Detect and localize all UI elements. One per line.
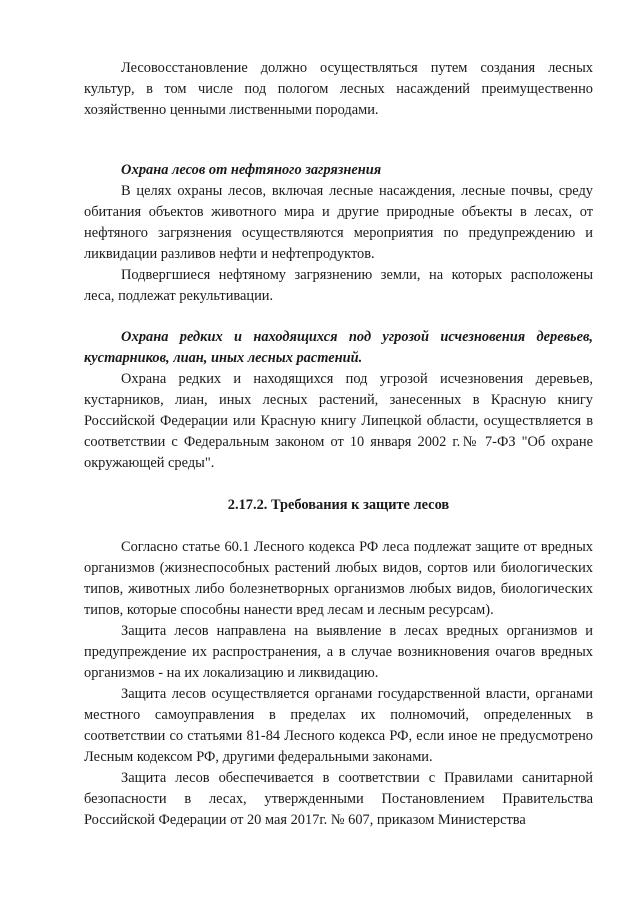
section-title: 2.17.2. Требования к защите лесов bbox=[227, 497, 450, 513]
paragraph-recultivation: Подвергшиеся нефтяному загрязнению земли, на которых расположены леса, подлежат рекультивации. bbox=[84, 267, 593, 304]
paragraph-oil-measures: В целях охраны лесов, включая лесные насаждения, лесные почвы, среду обитания объектов животного мира и другие природные объекты в лесах, от нефтяного загрязнения осуществляются мероприятия по предупреждению и ликвидации разливов нефти и нефтепродуктов. bbox=[84, 183, 593, 262]
spacer bbox=[84, 474, 593, 495]
heading-oil-pollution: Охрана лесов от нефтяного загрязнения bbox=[121, 162, 382, 178]
paragraph-sanitary-rules: Защита лесов обеспечивается в соответствии с Правилами санитарной безопасности в лесах, утвержденными Постановлением Правительства Российской Федерации от 20 мая 2017г. № 607, приказом Министерства bbox=[84, 770, 593, 828]
paragraph-reforestation: Лесовосстановление должно осуществляться путем создания лесных культур, в том числе под пологом лесных насаждений преимущественно хозяйственно ценными лиственными породами. bbox=[84, 60, 593, 118]
paragraph-rare-plants: Охрана редких и находящихся под угрозой исчезновения деревьев, кустарников, лиан, иных лесных растений, занесенных в Красную книгу Российской Федерации или Красную книгу Липецкой области, осуществляется в соответствии с Федеральным законом от 10 января 2002 г.№ 7-ФЗ "Об охране окружающей среды". bbox=[84, 371, 593, 471]
heading-rare-plants: Охрана редких и находящихся под угрозой исчезновения деревьев, кустарников, лиан, иных лесных растений. bbox=[84, 329, 593, 366]
document-page bbox=[84, 58, 593, 831]
paragraph-protection-aim: Защита лесов направлена на выявление в лесах вредных организмов и предупреждение их распространения, а в случае возникновения очагов вредных организмов - на их локализацию и ликвидацию. bbox=[84, 623, 593, 681]
spacer bbox=[84, 516, 593, 537]
paragraph-article-60-1: Согласно статье 60.1 Лесного кодекса РФ леса подлежат защите от вредных организмов (жизнеспособных растений любых видов, сортов или биологических типов, животных либо болезнетворных организмов любых видов, биологических типов, которые способны нанести вред лесам и лесным ресурсам). bbox=[84, 539, 593, 618]
spacer bbox=[84, 307, 593, 327]
paragraph-authorities: Защита лесов осуществляется органами государственной власти, органами местного самоуправления в пределах их полномочий, определенных в соответствии со статьями 81-84 Лесного кодекса РФ, если иное не предусмотрено Лесным кодексом РФ, другими федеральными законами. bbox=[84, 686, 593, 765]
spacer bbox=[84, 121, 593, 160]
